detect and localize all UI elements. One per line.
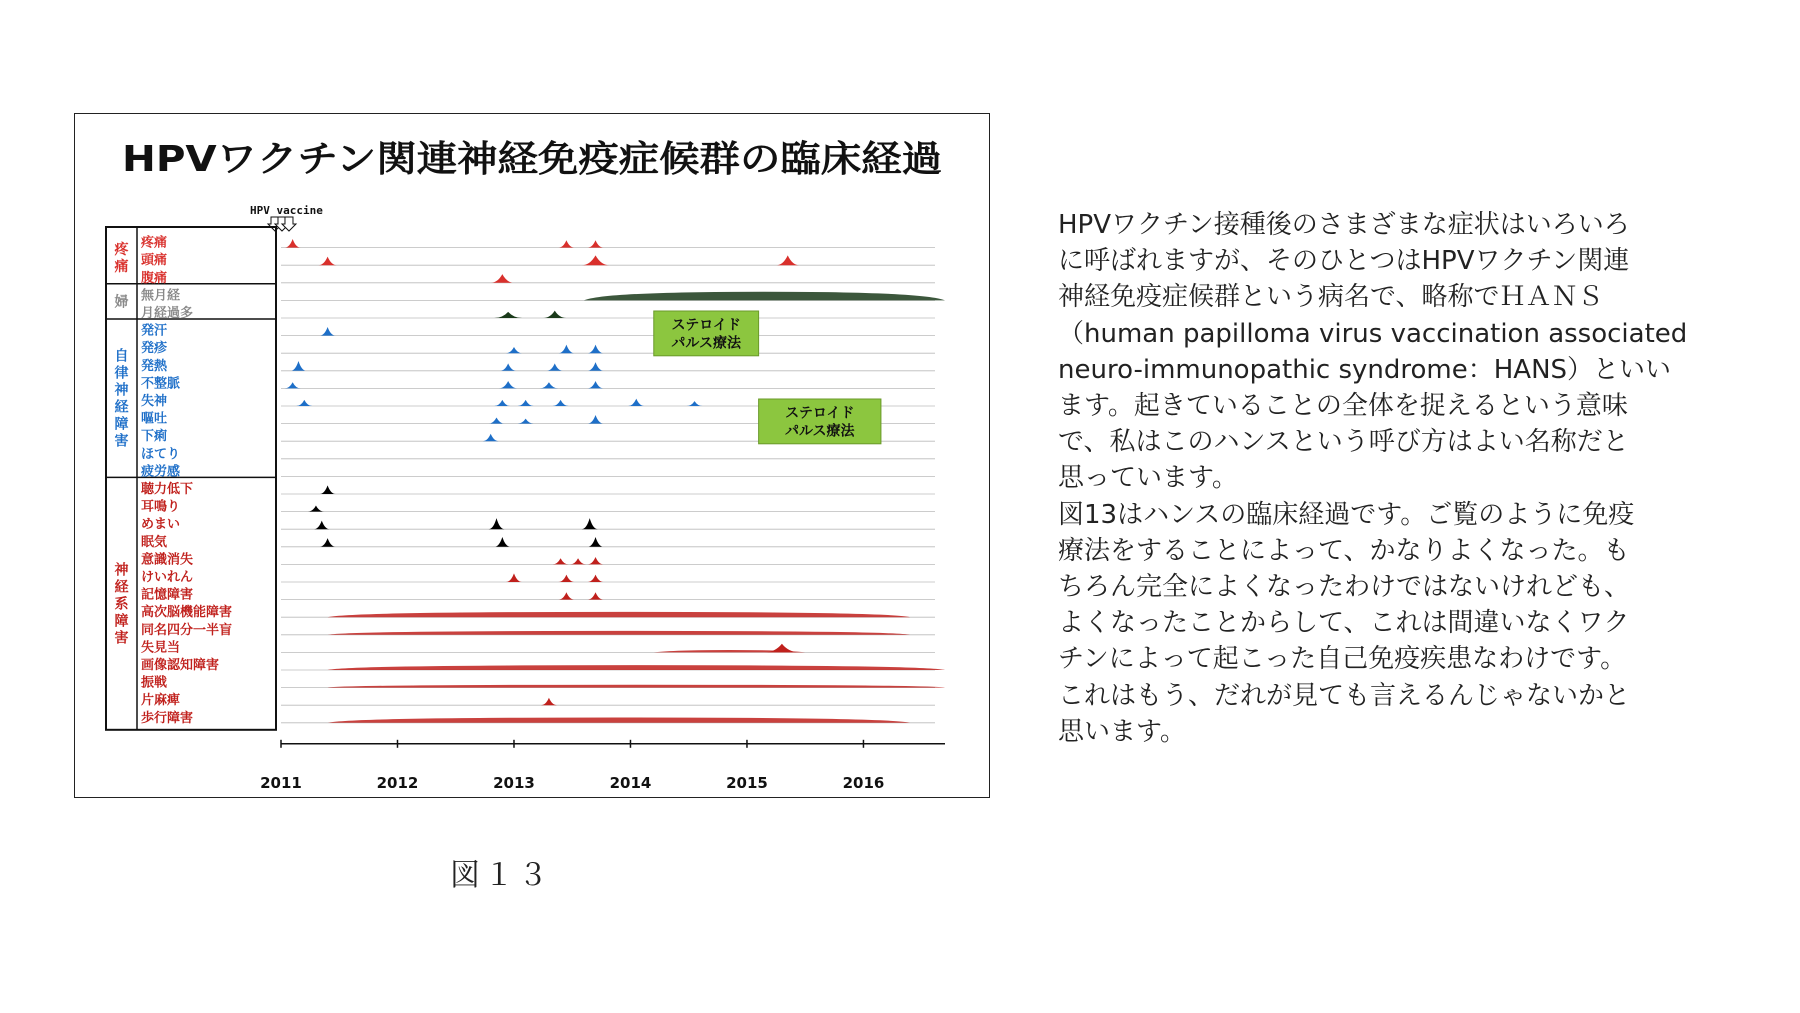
vaccine-label: HPV vaccine [250,204,323,217]
symptom-peak [308,505,324,511]
body-line: ちろん完全によくなったわけではないけれども、 [1058,572,1631,603]
symptom-peak [506,573,522,582]
row-label: 嘔吐 [141,411,168,427]
symptom-peak [582,518,598,529]
symptom-peak [558,345,574,354]
steroid-pulse-label: パルス療法 [784,423,855,440]
duration-band [328,631,910,635]
symptom-peak [628,399,644,406]
body-line: に呼ばれますが、そのひとつはHPVワクチン関連 [1058,246,1630,277]
category-label: 自 [114,348,129,365]
body-line: neuro-immunopathic syndrome：HANS）といい [1058,354,1672,385]
category-label: 疼 [114,241,129,258]
row-label: 発疹 [141,341,168,357]
symptom-peak [687,401,703,406]
category-label: 神 [114,562,129,579]
row-label: 疲労感 [141,464,181,480]
x-tick-label: 2015 [726,773,768,792]
body-line: 思っています。 [1058,463,1238,494]
symptom-peak [483,434,499,441]
symptom-peak [558,592,574,599]
duration-band [328,665,945,670]
symptom-peak [296,400,312,406]
symptom-peak [570,558,586,564]
symptom-peak [588,240,604,247]
row-label-table [106,227,276,730]
symptom-peak [588,592,604,599]
category-label: 障 [114,416,129,433]
body-line: これはもう、だれが見ても言えるんじゃないかと [1058,680,1631,711]
symptom-peak [491,274,514,283]
symptom-peak [518,419,534,424]
symptom-peak [318,257,337,266]
symptom-peak [518,400,534,406]
body-line: で、私はこのハンスという呼び方はよい名称だと [1058,427,1629,458]
row-label: 片麻痺 [141,693,181,709]
symptom-peak [588,381,604,388]
clinical-course-chart [75,114,989,797]
body-line: （human papilloma virus vaccination associated [1058,318,1688,349]
symptom-peak [588,575,604,582]
category-label: 痛 [114,258,129,275]
body-line: HPVワクチン接種後のさまざまな症状はいろいろ [1058,210,1630,240]
category-label: 系 [114,596,129,613]
symptom-peak [540,382,559,388]
symptom-peak [314,521,330,530]
symptom-peak [320,485,336,494]
row-label: 同名四分一半盲 [141,622,233,638]
symptom-peak [506,347,522,353]
category-label: 害 [114,630,129,647]
symptom-peak [588,415,604,424]
symptom-peak [558,240,574,247]
x-tick-label: 2011 [260,773,302,792]
row-label: 頭痛 [141,253,168,269]
symptom-peak [541,698,557,705]
category-label: 経 [114,579,129,596]
duration-band [328,717,910,722]
body-text [1058,207,1748,750]
symptom-peak [494,537,510,547]
row-label: 記憶障害 [141,587,194,603]
category-label: 律 [114,365,129,382]
symptom-peak [489,417,505,423]
symptom-peak [285,239,301,248]
symptom-peak [489,518,505,529]
symptom-peak [320,327,336,336]
symptom-peak [499,381,518,388]
symptom-peak [588,557,604,564]
symptom-peak [500,363,516,370]
body-line: 図13はハンスの臨床経過です。ご覧のように免疫 [1058,499,1635,530]
symptom-peak [558,575,574,582]
symptom-peak [320,538,336,547]
body-line: チンによって起こった自己免疫疾患なわけです。 [1058,644,1627,675]
category-label: 婦 [114,294,129,311]
row-label: 聴力低下 [141,482,194,497]
body-line: 思います。 [1058,716,1186,747]
row-label: 無月経 [141,288,181,304]
row-label: 意識消失 [141,552,194,568]
row-label: 耳鳴り [141,499,181,515]
symptom-peak [553,400,569,406]
duration-band [584,292,945,301]
row-label: 発熱 [141,358,168,374]
x-tick-label: 2012 [376,773,419,792]
symptom-peak [553,558,569,564]
duration-band [328,612,910,617]
category-label: 障 [114,613,129,630]
symptom-peak [543,311,566,318]
figure-caption: 図１３ [450,858,552,893]
x-tick-label: 2013 [493,773,535,792]
symptom-peak [285,382,301,388]
steroid-pulse-label: ステロイド [671,317,741,334]
row-label: 疼痛 [141,235,168,251]
symptom-peak [290,361,306,371]
symptom-peak [588,345,604,354]
body-line: 療法をすることによって、かなりよくなった。も [1058,535,1630,566]
row-label: けいれん [141,570,194,585]
symptom-peak [582,255,610,265]
row-label: 不整脈 [141,376,181,392]
body-line: 神経免疫症候群という病名で、略称でＨＡＮＳ [1058,282,1604,313]
row-label: 失見当 [141,640,181,656]
row-label: ほてり [141,446,181,462]
x-tick-label: 2016 [842,773,885,792]
symptom-peak [776,255,799,265]
row-label: 振戦 [141,675,168,691]
x-tick-label: 2014 [609,773,652,792]
category-label: 経 [114,399,129,416]
symptom-peak [494,312,522,318]
symptom-peak [547,363,563,370]
row-label: 失神 [141,394,168,409]
symptom-peak [588,362,604,371]
body-line: よくなったことからして、これは間違いなくワク [1058,608,1630,639]
duration-band [328,685,945,688]
category-label: 神 [114,382,129,399]
row-label: めまい [141,517,181,533]
steroid-pulse-label: ステロイド [785,405,855,422]
row-label: 腹痛 [141,270,168,286]
row-label: 高次脳機能障害 [141,605,233,621]
row-label: 眠気 [141,534,168,550]
row-label: 歩行障害 [141,710,194,726]
figure-frame [74,113,990,798]
steroid-pulse-label: パルス療法 [671,335,741,352]
symptom-peak [588,537,604,547]
row-label: 月経過多 [141,306,194,321]
row-label: 下痢 [141,429,168,445]
row-label: 画像認知障害 [141,658,220,673]
chart-title: HPVワクチン関連神経免疫症候群の臨床経過 [122,139,942,180]
category-label: 害 [114,433,129,450]
body-line: ます。起きていることの全体を捉えるという意味 [1058,391,1628,422]
symptom-peak [494,400,510,406]
row-label: 発汗 [141,323,168,339]
